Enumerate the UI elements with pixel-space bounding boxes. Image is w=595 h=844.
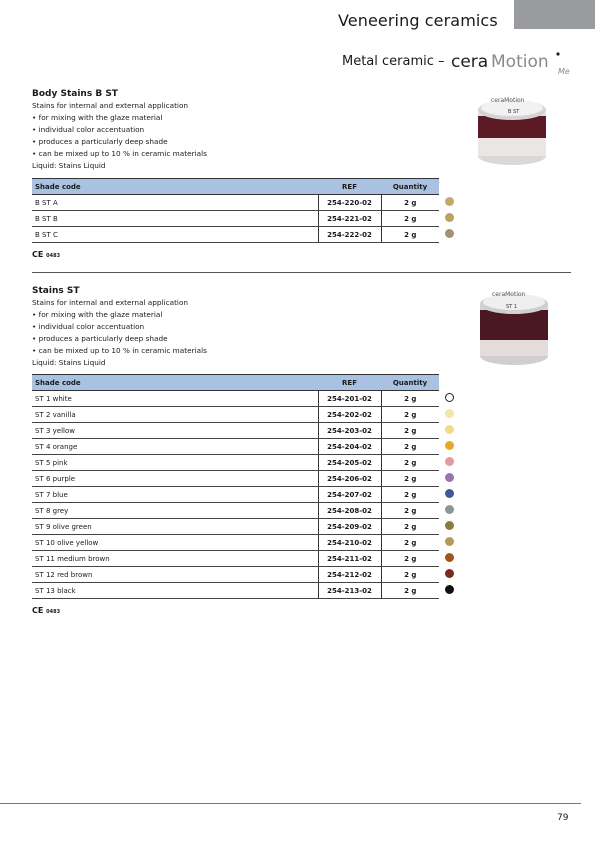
description-line: Stains for internal and external application: [32, 101, 189, 110]
cell-shade-code: ST 12 red brown: [32, 567, 318, 583]
column-header-quantity: Quantity: [381, 375, 439, 391]
cell-ref: 254-222-02: [318, 227, 381, 243]
cell-shade-code: ST 6 purple: [32, 471, 318, 487]
cell-quantity: 2 g: [381, 487, 439, 503]
cell-quantity: 2 g: [381, 423, 439, 439]
description-line: • produces a particularly deep shade: [32, 137, 168, 146]
table-row: [32, 455, 439, 471]
cell-shade-code: ST 4 orange: [32, 439, 318, 455]
section-title: Body Stains B ST: [32, 89, 118, 99]
table-row: [32, 423, 439, 439]
cell-shade-code: B ST C: [32, 227, 318, 243]
cell-ref: 254-220-02: [318, 195, 381, 211]
color-swatch: [445, 425, 454, 434]
table-row: [32, 519, 439, 535]
table-row: [32, 551, 439, 567]
ce-number: 0483: [46, 609, 61, 615]
cell-shade-code: ST 11 medium brown: [32, 551, 318, 567]
table-row: [32, 407, 439, 423]
description-line: • individual color accentuation: [32, 322, 145, 331]
cell-quantity: 2 g: [381, 391, 439, 407]
table-row: [32, 503, 439, 519]
cell-shade-code: ST 7 blue: [32, 487, 318, 503]
cell-quantity: 2 g: [381, 195, 439, 211]
ce-number: 0483: [46, 253, 61, 259]
table-header-row: [32, 375, 439, 391]
jar-brand: ceraMotion: [492, 291, 526, 298]
ce-symbol: CE: [32, 250, 44, 259]
color-swatch: [445, 409, 454, 418]
cell-shade-code: ST 1 white: [32, 391, 318, 407]
section-divider: [32, 272, 571, 273]
page-number: 79: [557, 813, 569, 823]
column-header-ref: REF: [318, 179, 381, 195]
description-line: Stains for internal and external application: [32, 298, 189, 307]
cell-ref: 254-221-02: [318, 211, 381, 227]
color-swatch: [445, 569, 454, 578]
cell-shade-code: ST 5 pink: [32, 455, 318, 471]
jar-label: ST 1: [506, 304, 517, 310]
cell-ref: 254-205-02: [318, 455, 381, 471]
svg-text:Me: Me: [558, 67, 570, 76]
cell-shade-code: ST 3 yellow: [32, 423, 318, 439]
cell-quantity: 2 g: [381, 551, 439, 567]
color-swatch: [445, 505, 454, 514]
color-swatch: [445, 457, 454, 466]
cell-ref: 254-203-02: [318, 423, 381, 439]
color-swatch: [445, 489, 454, 498]
jar-sublabel: white: [506, 310, 520, 316]
color-swatch: [445, 393, 454, 402]
ceramotion-logo: [451, 50, 575, 76]
jar-brand: ceraMotion: [491, 97, 525, 104]
table-row: [32, 227, 439, 243]
subtitle: Metal ceramic –: [342, 54, 445, 69]
cell-quantity: 2 g: [381, 583, 439, 599]
section-stains: [32, 286, 207, 369]
description-line: • for mixing with the glaze material: [32, 113, 163, 122]
description-line: Liquid: Stains Liquid: [32, 161, 106, 170]
table-row: [32, 535, 439, 551]
table-row: [32, 439, 439, 455]
cell-ref: 254-206-02: [318, 471, 381, 487]
jar-sublabel: A: [511, 115, 515, 121]
table-row: [32, 487, 439, 503]
cell-quantity: 2 g: [381, 407, 439, 423]
cell-shade-code: ST 10 olive yellow: [32, 535, 318, 551]
color-swatch: [445, 537, 454, 546]
description-line: • can be mixed up to 10 % in ceramic materials: [32, 149, 207, 158]
color-swatch: [445, 213, 454, 222]
svg-text:Motion: Motion: [491, 52, 549, 72]
column-header-shade: Shade code: [32, 375, 318, 391]
section-description: [32, 100, 207, 172]
section-description: [32, 297, 207, 369]
cell-quantity: 2 g: [381, 519, 439, 535]
cell-shade-code: ST 2 vanilla: [32, 407, 318, 423]
product-jar-image: [473, 86, 551, 168]
color-swatch: [445, 521, 454, 530]
cell-ref: 254-212-02: [318, 567, 381, 583]
column-header-shade: Shade code: [32, 179, 318, 195]
cell-quantity: 2 g: [381, 455, 439, 471]
cell-quantity: 2 g: [381, 471, 439, 487]
cell-ref: 254-211-02: [318, 551, 381, 567]
product-table-body-stains: [32, 178, 439, 243]
table-row: [32, 567, 439, 583]
description-line: Liquid: Stains Liquid: [32, 358, 106, 367]
cell-ref: 254-204-02: [318, 439, 381, 455]
cell-ref: 254-207-02: [318, 487, 381, 503]
table-row: [32, 471, 439, 487]
cell-shade-code: ST 9 olive green: [32, 519, 318, 535]
cell-ref: 254-213-02: [318, 583, 381, 599]
column-header-quantity: Quantity: [381, 179, 439, 195]
footer-rule: [0, 803, 581, 804]
cell-quantity: 2 g: [381, 227, 439, 243]
description-line: • produces a particularly deep shade: [32, 334, 168, 343]
cell-ref: 254-201-02: [318, 391, 381, 407]
ce-mark: [32, 606, 60, 615]
header-accent-bar: [514, 0, 595, 29]
cell-quantity: 2 g: [381, 211, 439, 227]
table-row: [32, 195, 439, 211]
section-title: Stains ST: [32, 286, 80, 296]
cell-quantity: 2 g: [381, 439, 439, 455]
description-line: • for mixing with the glaze material: [32, 310, 163, 319]
cell-ref: 254-202-02: [318, 407, 381, 423]
ce-symbol: CE: [32, 606, 44, 615]
product-jar-image: [476, 282, 552, 368]
table-header-row: [32, 179, 439, 195]
cell-quantity: 2 g: [381, 567, 439, 583]
section-body-stains: [32, 89, 207, 172]
color-swatch: [445, 585, 454, 594]
table-row: [32, 211, 439, 227]
color-swatch: [445, 473, 454, 482]
cell-ref: 254-210-02: [318, 535, 381, 551]
ce-mark: [32, 250, 60, 259]
product-table-stains: [32, 374, 439, 599]
cell-ref: 254-209-02: [318, 519, 381, 535]
table-row: [32, 391, 439, 407]
color-swatch: [445, 441, 454, 450]
cell-shade-code: B ST A: [32, 195, 318, 211]
cell-quantity: 2 g: [381, 503, 439, 519]
color-swatch: [445, 197, 454, 206]
cell-shade-code: ST 8 grey: [32, 503, 318, 519]
svg-text:cera: cera: [451, 52, 489, 72]
cell-shade-code: ST 13 black: [32, 583, 318, 599]
cell-shade-code: B ST B: [32, 211, 318, 227]
description-line: • can be mixed up to 10 % in ceramic materials: [32, 346, 207, 355]
column-header-ref: REF: [318, 375, 381, 391]
cell-ref: 254-208-02: [318, 503, 381, 519]
jar-label: B ST: [508, 109, 520, 115]
table-row: [32, 583, 439, 599]
cell-quantity: 2 g: [381, 535, 439, 551]
page-title: Veneering ceramics: [338, 11, 498, 30]
color-swatch: [445, 229, 454, 238]
color-swatch: [445, 553, 454, 562]
description-line: • individual color accentuation: [32, 125, 145, 134]
